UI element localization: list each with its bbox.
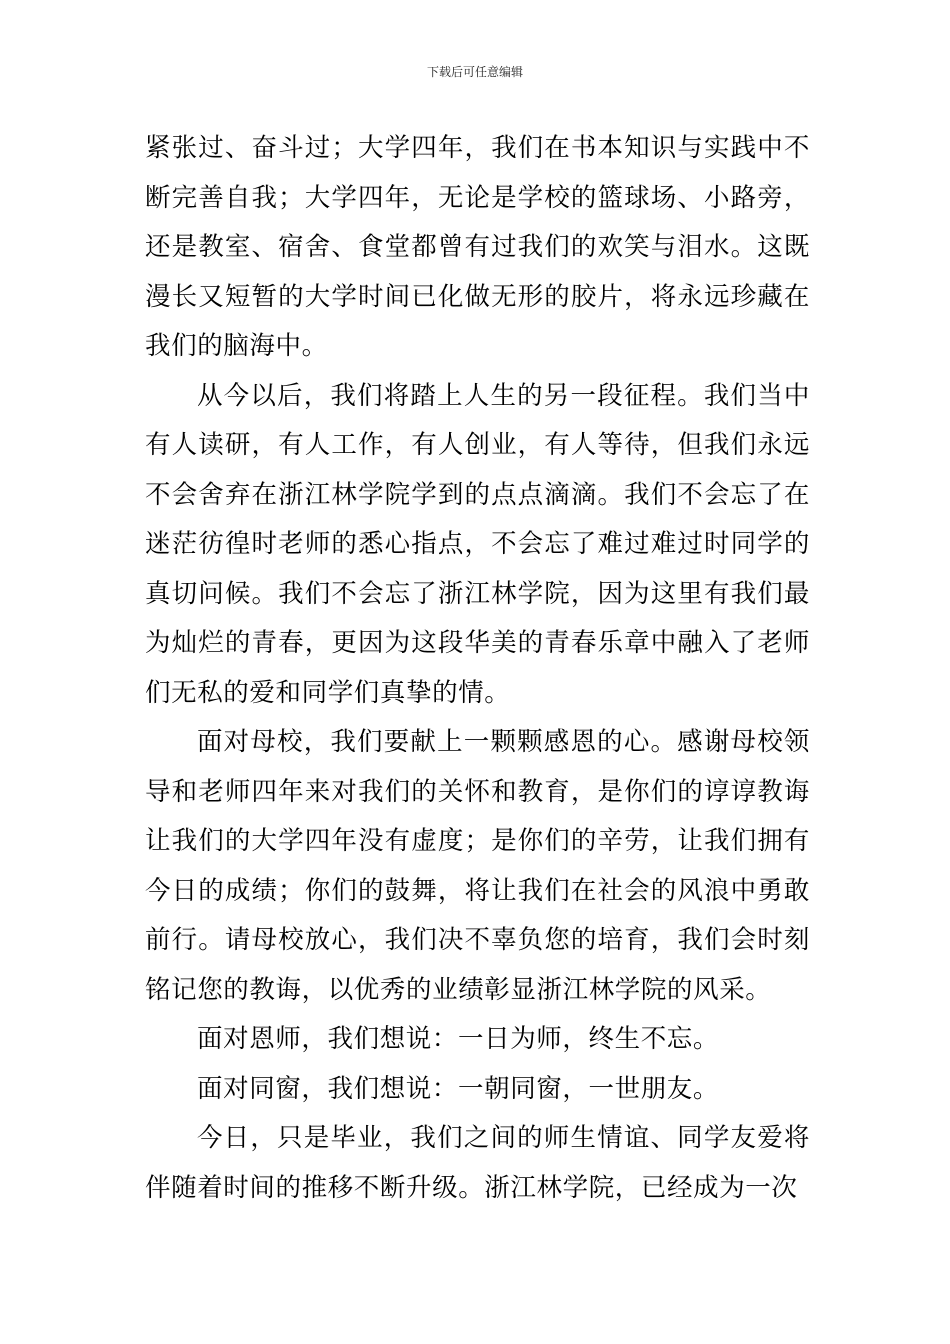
paragraph-future-journey: 从今以后，我们将踏上人生的另一段征程。我们当中有人读研，有人工作，有人创业，有人等待，但我们永远不会舍弃在浙江林学院学到的点点滴滴。我们不会忘了在迷茫彷徨时老师的悉心指点，不会忘了难过难过时同学的真切问候。我们不会忘了浙江林学院，因为这里有我们最为灿烂的青春，更因为这段华美的青春乐章中融入了老师们无私的爱和同学们真挚的情。 [145, 380, 810, 708]
paragraph-to-classmates: 面对同窗，我们想说：一朝同窗，一世朋友。 [197, 1073, 720, 1104]
page-header: 下载后可任意编辑 [426, 65, 523, 79]
paragraph-gratitude-to-school: 面对母校，我们要献上一颗颗感恩的心。感谢母校领导和老师四年来对我们的关怀和教育，是你们的谆谆教诲让我们的大学四年没有虚度；是你们的辛劳，让我们拥有今日的成绩；你们的鼓舞，将让我们在社会的风浪中勇敢前行。请母校放心，我们决不辜负您的培育，我们会时刻铭记您的教诲，以优秀的业绩彰显浙江林学院的风采。 [145, 727, 810, 1005]
document-body [145, 124, 810, 1213]
paragraph-to-teachers: 面对恩师，我们想说：一日为师，终生不忘。 [197, 1024, 720, 1054]
paragraph-continuation: 紧张过、奋斗过；大学四年，我们在书本知识与实践中不断完善自我；大学四年，无论是学校的篮球场、小路旁，还是教室、宿舍、食堂都曾有过我们的欢笑与泪水。这既漫长又短暂的大学时间已化做无形的胶片，将永远珍藏在我们的脑海中。 [145, 133, 810, 361]
paragraph-graduation-today: 今日，只是毕业，我们之间的师生情谊、同学友爱将伴随着时间的推移不断升级。浙江林学院，已经成为一次 [145, 1123, 810, 1203]
